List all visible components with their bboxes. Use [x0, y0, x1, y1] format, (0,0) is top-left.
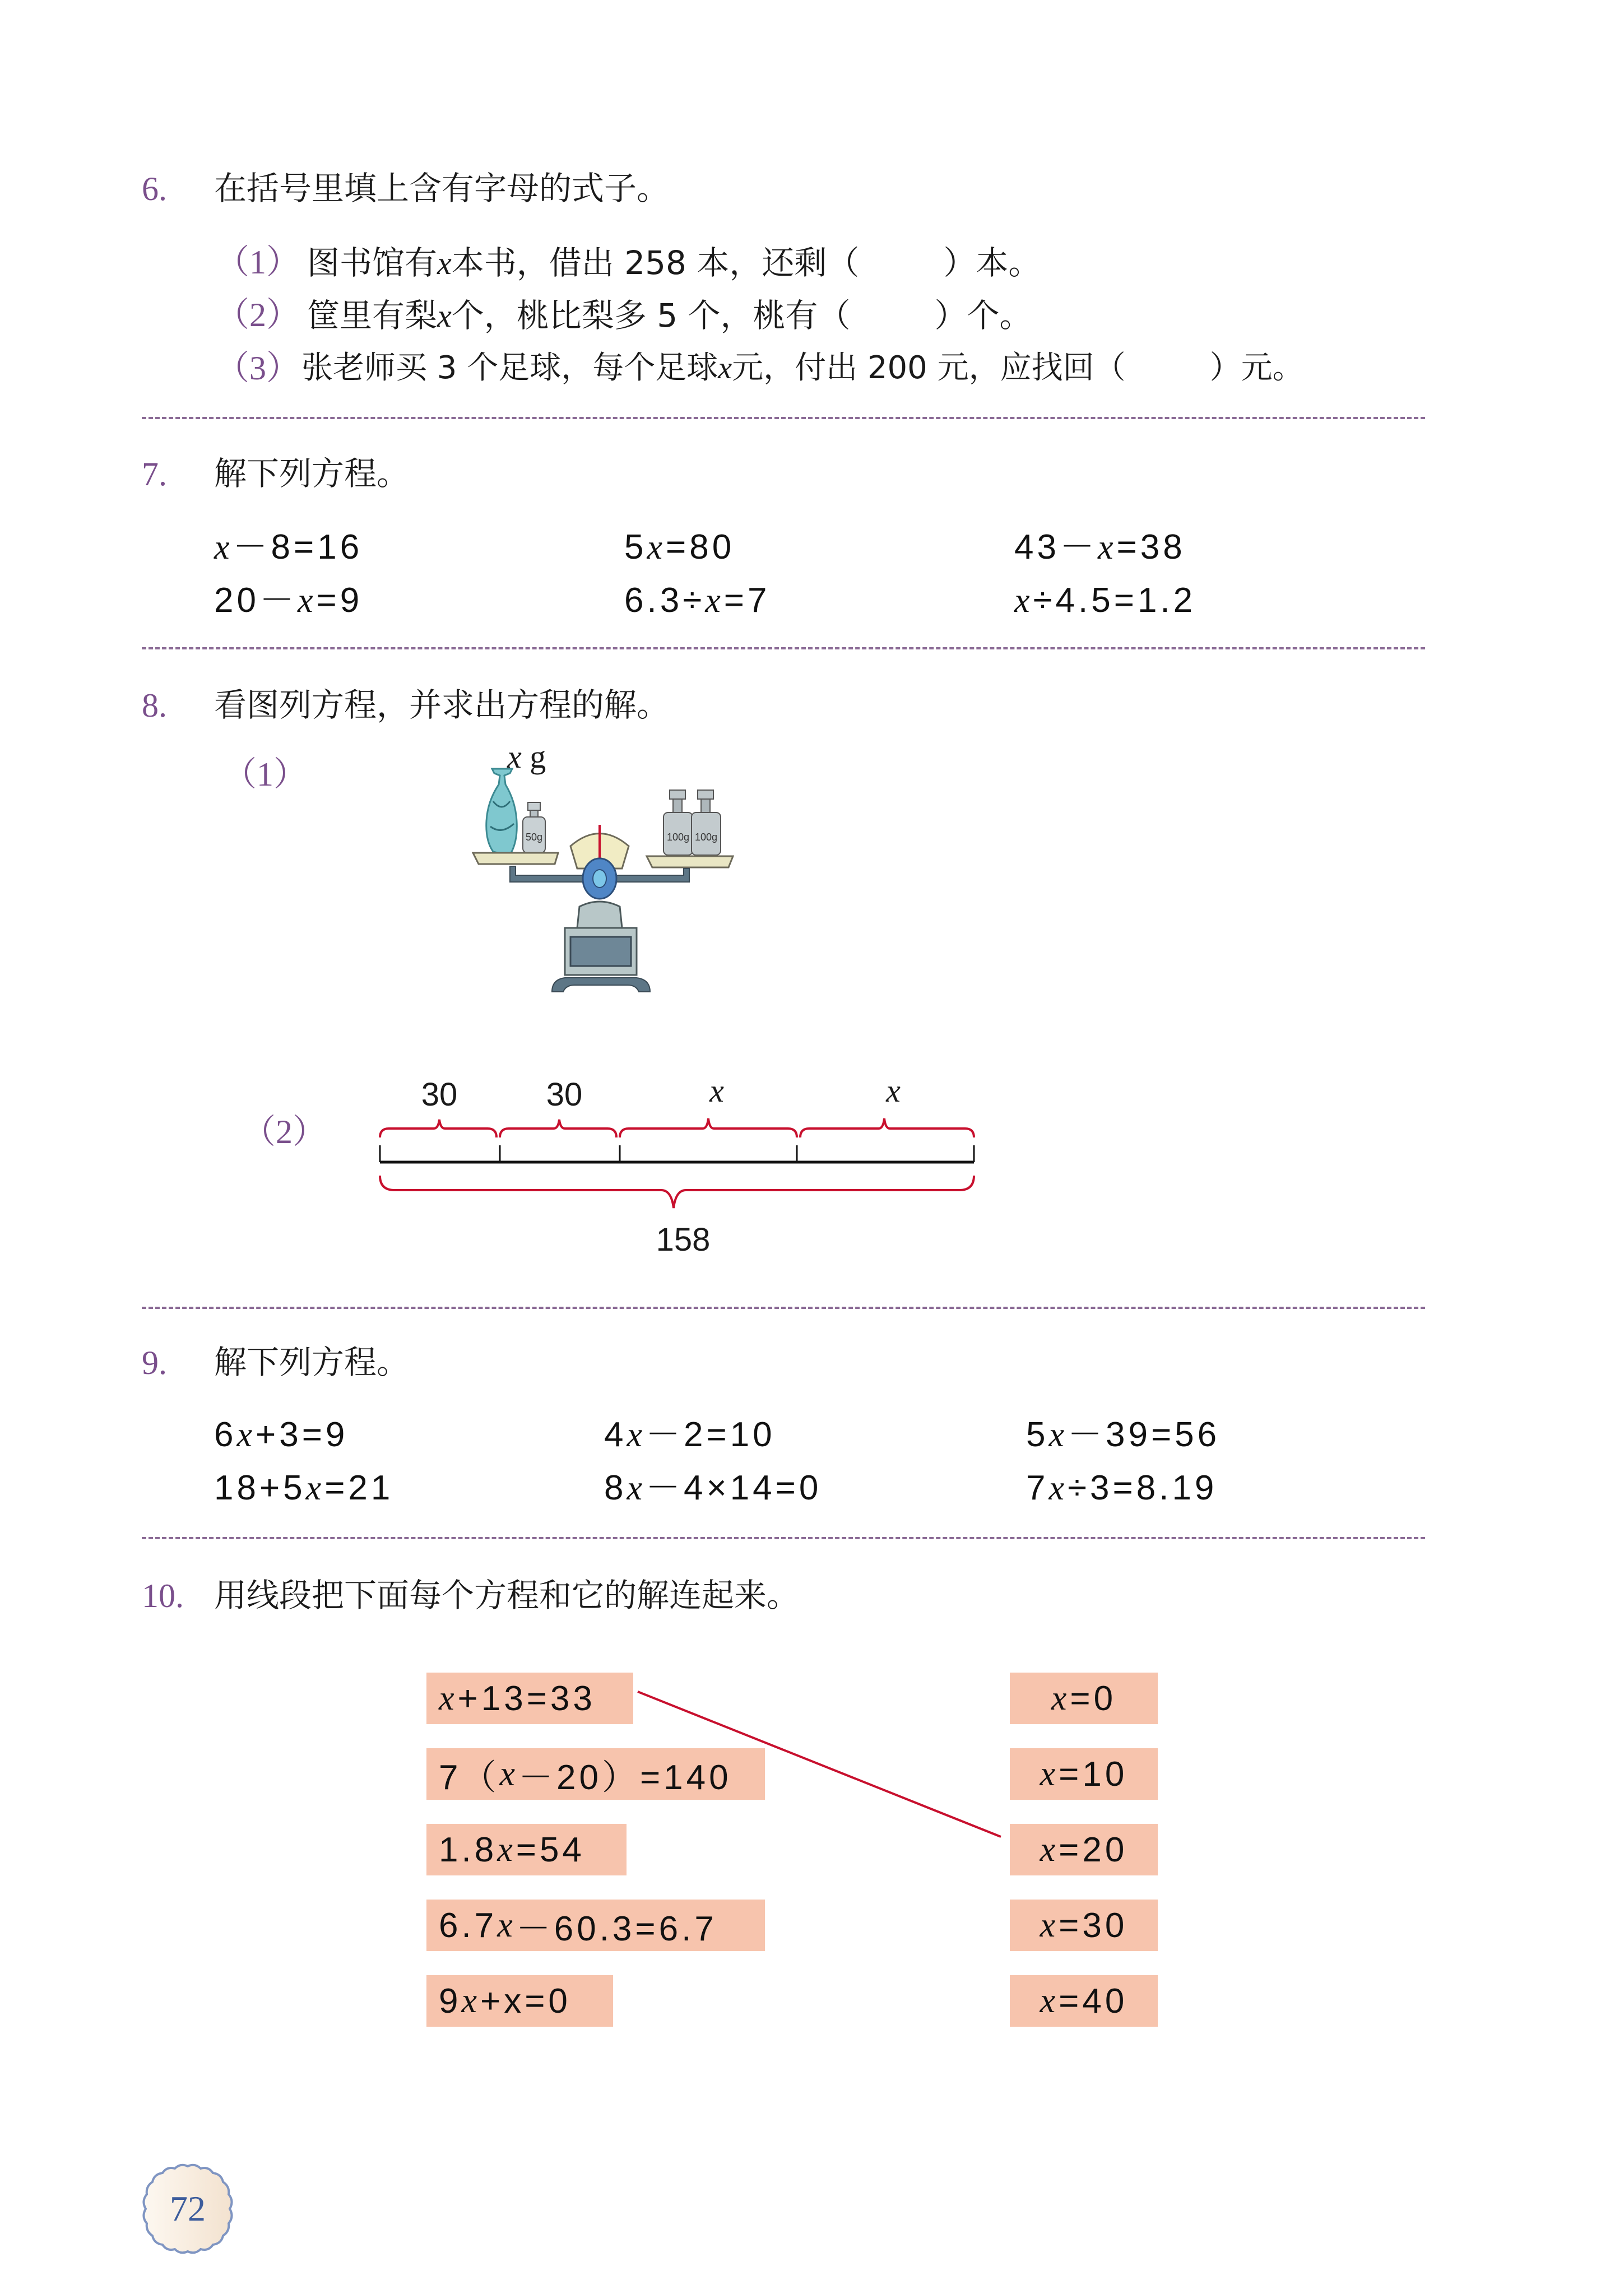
vase-weight-label: x g — [507, 739, 546, 775]
part-2-label: （2） — [242, 1113, 326, 1150]
solution-card[interactable]: x =20 — [1010, 1824, 1158, 1875]
equation-card[interactable]: 7（ x －20）=140 — [426, 1748, 765, 1800]
question-7-title: 解下列方程。 — [214, 454, 410, 493]
equation: 5x=80 — [624, 528, 735, 566]
segment-label: 30 — [546, 1076, 583, 1113]
solution-card[interactable]: x =10 — [1010, 1748, 1158, 1800]
page-number: 72 — [170, 2189, 206, 2228]
question-10-title: 用线段把下面每个方程和它的解连起来。 — [214, 1576, 800, 1614]
question-7-number: 7. — [142, 456, 167, 493]
equation-card[interactable]: 1.8 x =54 — [426, 1824, 627, 1875]
equation: 5x－39=56 — [1026, 1415, 1221, 1454]
question-6-title: 在括号里填上含有字母的式子。 — [214, 169, 670, 207]
equation: 8x－4×14=0 — [604, 1469, 822, 1507]
svg-text:50g: 50g — [525, 832, 543, 843]
equation: x－8=16 — [214, 528, 363, 566]
item-label: （3） — [216, 350, 300, 387]
equation-card[interactable]: x +13=33 — [426, 1673, 633, 1724]
svg-text:100g: 100g — [666, 832, 690, 843]
equation: 18+5x=21 — [214, 1469, 394, 1507]
question-6-number: 6. — [142, 170, 167, 207]
question-8-number: 8. — [142, 687, 167, 724]
solution-card[interactable]: x =40 — [1010, 1975, 1158, 2027]
item-text: 张老师买 3 个足球，每个足球x元，付出 200 元，应找回（ ）元。 — [301, 350, 1304, 386]
item-label: （1） — [216, 244, 300, 281]
equation: 20－x=9 — [214, 581, 363, 620]
item-text: 筐里有梨x个，桃比梨多 5 个，桃有（ ）个。 — [307, 296, 1032, 335]
item-label: （2） — [216, 296, 300, 333]
equation: 6x+3=9 — [214, 1415, 349, 1454]
equation: 6.3÷x=7 — [624, 581, 771, 620]
svg-text:100g: 100g — [694, 832, 718, 843]
part-1-label: （1） — [223, 756, 307, 793]
total-label: 158 — [656, 1222, 711, 1258]
segment-label: x — [709, 1072, 724, 1109]
solution-card[interactable]: x =0 — [1010, 1673, 1158, 1724]
question-9-number: 9. — [142, 1344, 167, 1381]
equation-card[interactable]: 9 x +x=0 — [426, 1975, 613, 2027]
equation-card[interactable]: 6.7 x －60.3=6.7 — [426, 1900, 765, 1951]
segment-label: 30 — [421, 1076, 458, 1113]
equation: x÷4.5=1.2 — [1014, 581, 1196, 620]
equation: 7x÷3=8.19 — [1026, 1469, 1218, 1507]
item-text: 图书馆有x本书，借出 258 本，还剩（ ）本。 — [307, 244, 1041, 282]
question-9-title: 解下列方程。 — [214, 1343, 410, 1381]
question-10-number: 10. — [142, 1577, 184, 1614]
equation: 43－x=38 — [1014, 528, 1186, 566]
question-8-title: 看图列方程，并求出方程的解。 — [214, 686, 670, 724]
solution-card[interactable]: x =30 — [1010, 1900, 1158, 1951]
segment-label: x — [886, 1072, 901, 1109]
equation: 4x－2=10 — [604, 1415, 776, 1454]
